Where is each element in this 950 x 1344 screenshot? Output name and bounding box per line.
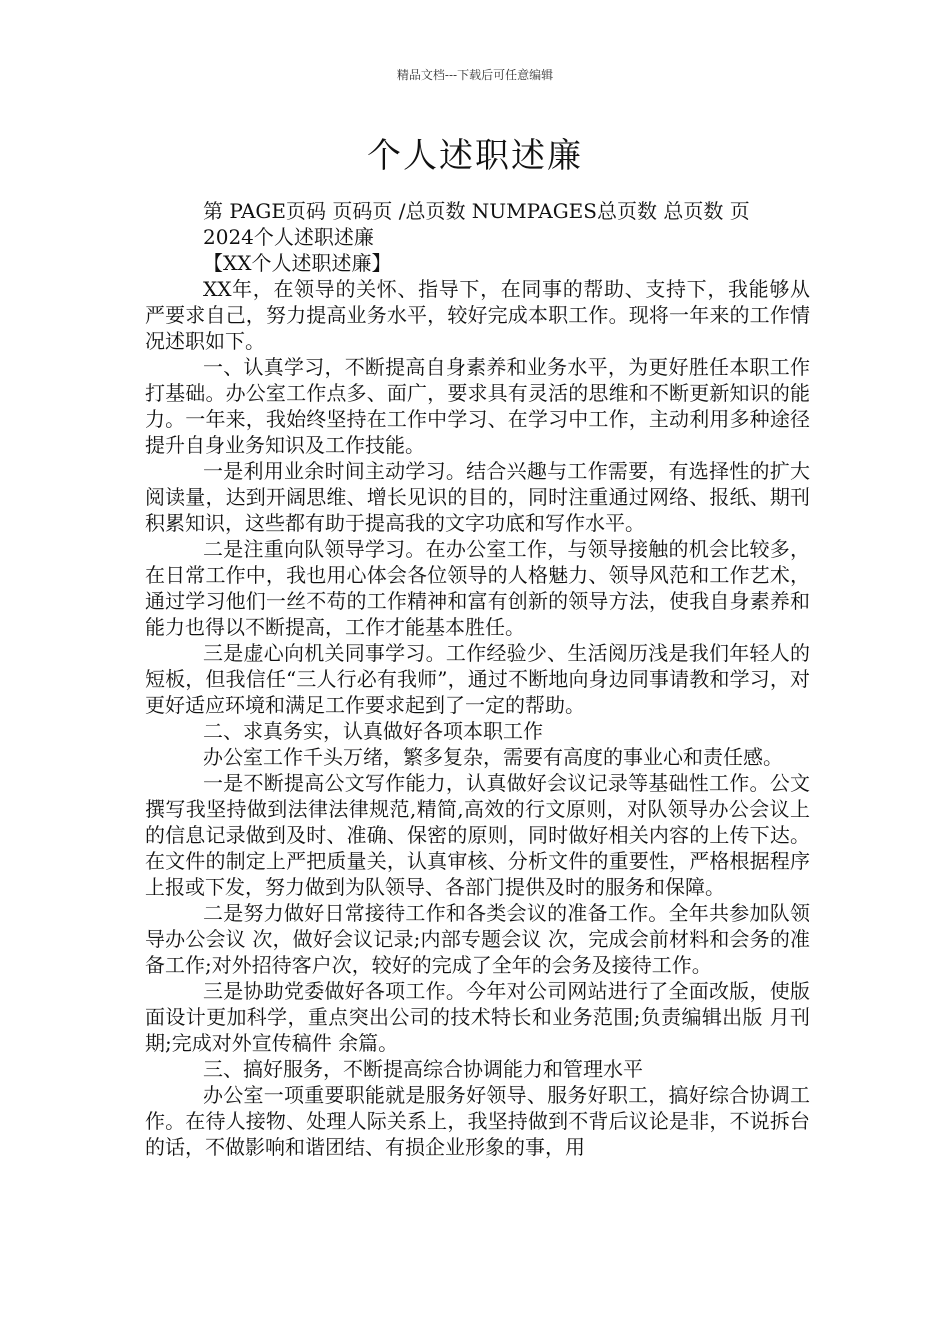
paragraph: 一是利用业余时间主动学习。结合兴趣与工作需要，有选择性的扩大阅读量，达到开阔思维、增长见识的目的，同时注重通过网络、报纸、期刊积累知识，这些都有助于提高我的文字功底和写作水平。 [145,459,810,535]
section-heading: 三、搞好服务，不断提高综合协调能力和管理水平 [203,1057,643,1081]
paragraph: 三是协助党委做好各项工作。今年对公司网站进行了全面改版，使版面设计更加科学，重点突出公司的技术特长和业务范围;负责编辑出版 月刊 期;完成对外宣传稿件 余篇。 [145,979,810,1055]
paragraph: 办公室一项重要职能就是服务好领导、服务好职工，搞好综合协调工作。在待人接物、处理人际关系上，我坚持做到不背后议论是非，不说拆台的话，不做影响和谐团结、有损企业形象的事，用 [145,1083,810,1159]
paragraph: 三是虚心向机关同事学习。工作经验少、生活阅历浅是我们年轻人的短板，但我信任“三人行必有我师”，通过不断地向身边同事请教和学习，对更好适应环境和满足工作要求起到了一定的帮助。 [145,641,810,717]
paragraph: 2024个人述职述廉 [203,225,374,249]
paragraph: 第 PAGE页码 页码页 /总页数 NUMPAGES总页数 总页数 页 [203,199,750,223]
paragraph: 二是努力做好日常接待工作和各类会议的准备工作。全年共参加队领导办公会议 次，做好会议记录;内部专题会议 次，完成会前材料和会务的准备工作;对外招待客户次，较好的完成了全年的会务及接待工作。 [145,901,810,977]
section-heading: 二、求真务实，认真做好各项本职工作 [203,719,543,743]
paragraph: XX年，在领导的关怀、指导下，在同事的帮助、支持下，我能够从严要求自己，努力提高业务水平，较好完成本职工作。现将一年来的工作情况述职如下。 [145,277,810,353]
paragraph: 【XX个人述职述廉】 [203,251,392,275]
paragraph: 办公室工作千头万绪，繁多复杂，需要有高度的事业心和责任感。 [203,745,783,769]
header-note: 精品文档---下载后可任意编辑 [396,68,554,82]
document-title: 个人述职述廉 [367,136,583,176]
paragraph: 一是不断提高公文写作能力，认真做好会议记录等基础性工作。公文撰写我坚持做到法律法律规范,精简,高效的行文原则，对队领导办公会议上的信息记录做到及时、准确、保密的原则，同时做好相关内容的上传下达。在文件的制定上严把质量关，认真审核、分析文件的重要性，严格根据程序上报或下发，努力做到为队领导、各部门提供及时的服务和保障。 [145,771,810,899]
document-body [145,198,810,1160]
paragraph: 一、认真学习，不断提高自身素养和业务水平，为更好胜任本职工作打基础。办公室工作点多、面广，要求具有灵活的思维和不断更新知识的能力。一年来，我始终坚持在工作中学习、在学习中工作，主动利用多种途径提升自身业务知识及工作技能。 [145,355,810,457]
paragraph: 二是注重向队领导学习。在办公室工作，与领导接触的机会比较多，在日常工作中，我也用心体会各位领导的人格魅力、领导风范和工作艺术，通过学习他们一丝不苟的工作精神和富有创新的领导方法，使我自身素养和能力也得以不断提高，工作才能基本胜任。 [145,537,810,639]
